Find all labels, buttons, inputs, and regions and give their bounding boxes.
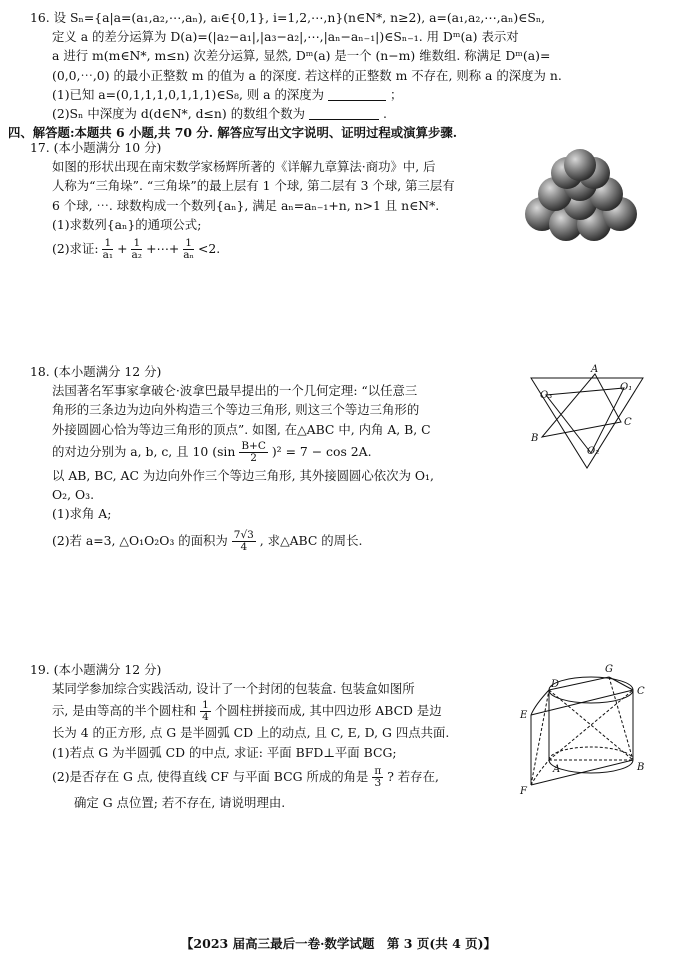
- label-c: C: [624, 417, 632, 428]
- q17-line-5: (2)求证: $\frac{1}{\text{a₁}}$ + $\frac{1}{\text{a₂}}$ +⋯+ $\frac{1}{\text{aₙ}}$ <2.: [52, 237, 221, 262]
- q18-line-3: 外接圆圆心恰为等边三角形的顶点”. 如图, 在△ABC 中, 内角 A, B, C: [52, 421, 431, 437]
- q17-line-3: 6 个球, ⋯. 球数构成一个数列{aₙ}, 满足 aₙ=aₙ₋₁+n, n>1 且 n∈N*.: [52, 197, 440, 213]
- q17-line-2: 人称为“三角垛”. “三角垛”的最上层有 1 个球, 第二层有 3 个球, 第三层有: [52, 178, 455, 194]
- answer-blank-2: [309, 107, 379, 120]
- q16-line-5: [30, 85, 650, 104]
- answer-blank-1: [328, 88, 386, 101]
- page-footer: 【2023 届高三最后一卷·数学试题 第 3 页(共 4 页)】: [180, 936, 497, 951]
- q18-line-6: O₂, O₃.: [52, 487, 95, 503]
- label-f: F: [520, 786, 527, 797]
- label-o1: O₁: [620, 382, 633, 393]
- q17-heading: 17. (本小题满分 10 分): [30, 140, 162, 155]
- fraction-b-plus-c-over-2: $\frac{B+C}{2}$: [241, 439, 266, 464]
- label-d: D: [551, 679, 560, 690]
- fraction-1-over-an: $\frac{1}{\text{aₙ}}$: [183, 237, 195, 262]
- label-o3-left: O₃: [540, 390, 553, 401]
- label-a: A: [591, 364, 599, 375]
- section-heading-4: 四、解答题:本题共 6 小题,共 70 分. 解答应写出文字说明、证明过程或演算步骤.: [8, 125, 458, 141]
- q18-line-4: 的对边分别为 a, b, c, 且 10 (sin $\frac{B+C}{2}$ )² = 7 − cos 2A.: [52, 439, 372, 464]
- fraction-1-over-a1: $\frac{1}{\text{a₁}}$: [102, 237, 114, 262]
- q19-heading: 19. (本小题满分 12 分): [30, 662, 162, 677]
- label-b-box: B: [637, 762, 645, 773]
- q16-line-4: (0,0,⋯,0) 的最小正整数 m 的值为 a 的深度. 若这样的正整数 m 不存在, 则称 a 的深度为 n.: [52, 67, 562, 83]
- q19-line-2: 示, 是由等高的半个圆柱和 $\frac{1}{4}$ 个圆柱拼接而成, 其中四边形 ABCD 是边: [52, 699, 442, 724]
- q18-line-8: (2)若 a=3, △O₁O₂O₃ 的面积为 $\frac{7√3}{4}$ , 求△ABC 的周长.: [52, 528, 363, 553]
- q19-line-3: 长为 4 的正方形, 点 G 是半圆弧 CD 上的动点, 且 C, E, D, G 四点共面.: [52, 725, 450, 741]
- q19-line-4: (1)若点 G 为半圆弧 CD 的中点, 求证: 平面 BFD⊥平面 BCG;: [52, 744, 397, 760]
- fraction-pi-over-3: $\frac{\pi}{3}$: [374, 764, 382, 789]
- label-o2: O₂: [587, 446, 600, 457]
- q17-part2-label: (2)求证:: [52, 241, 99, 257]
- q18-line-2: 角形的三条边为边向外构造三个等边三角形, 则这三个等边三角形的: [52, 402, 420, 418]
- fraction-one-quarter: $\frac{1}{4}$: [202, 699, 209, 724]
- fraction-1-over-a2: $\frac{1}{\text{a₂}}$: [131, 237, 143, 262]
- q16-part2-text: (2)Sₙ 中深度为 d(d∈N*, d≤n) 的数组个数为: [52, 106, 306, 122]
- q19-line-5: (2)是否存在 G 点, 使得直线 CF 与平面 BCG 所成的角是 $\frac{\pi}{3}$ ? 若存在,: [52, 764, 439, 789]
- label-b: B: [531, 433, 539, 444]
- q19-line-6: 确定 G 点位置; 若不存在, 请说明理由.: [74, 794, 286, 810]
- q18-line-7: (1)求角 A;: [52, 506, 112, 522]
- q18-heading: 18. (本小题满分 12 分): [30, 364, 162, 379]
- packaging-box-figure: [513, 660, 653, 800]
- napoleon-triangle-figure: [528, 362, 653, 472]
- q16-part1-end: ；: [389, 86, 403, 102]
- label-a-box: A: [553, 764, 561, 775]
- q18-line-1: 法国著名军事家拿破仑·波拿巴最早提出的一个几何定理: “以任意三: [52, 383, 418, 399]
- q16-part2-end: .: [382, 106, 387, 122]
- q16-line-2: 定义 a 的差分运算为 D(a)=(|a₂−a₁|,|a₃−a₂|,⋯,|aₙ−aₙ₋₁|)∈Sₙ₋₁. 用 Dᵐ(a) 表示对: [52, 29, 519, 45]
- q17-line-1: 如图的形状出现在南宋数学家杨辉所著的《详解九章算法·商功》中, 后: [52, 159, 436, 175]
- label-c-box: C: [637, 686, 645, 697]
- q16-line-6: [30, 104, 650, 123]
- label-e: E: [520, 710, 528, 721]
- triangular-ball-pile-figure: [520, 148, 645, 248]
- q17-line-4: (1)求数列{aₙ}的通项公式;: [52, 216, 202, 232]
- q18-line-5: 以 AB, BC, AC 为边向外作三个等边三角形, 其外接圆圆心依次为 O₁,: [52, 467, 434, 483]
- q16-line-3: a 进行 m(m∈N*, m≤n) 次差分运算, 显然, Dᵐ(a) 是一个 (n−m) 维数组. 称满足 Dᵐ(a)=: [52, 48, 551, 64]
- question-16: [8, 8, 650, 143]
- fraction-7root3-over-4: $\frac{7√3}{4}$: [233, 528, 254, 553]
- q19-line-1: 某同学参加综合实践活动, 设计了一个封闭的包装盒. 包装盒如图所: [52, 681, 415, 697]
- q16-line-1: 16. 设 Sₙ={a|a=(a₁,a₂,⋯,aₙ), aᵢ∈{0,1}, i=1,2,⋯,n}(n∈N*, n≥2), a=(a₁,a₂,⋯,aₙ)∈Sₙ,: [30, 10, 546, 25]
- label-g: G: [605, 664, 613, 675]
- q16-part1-text: (1)已知 a=(0,1,1,1,0,1,1,1)∈S₈, 则 a 的深度为: [52, 86, 325, 102]
